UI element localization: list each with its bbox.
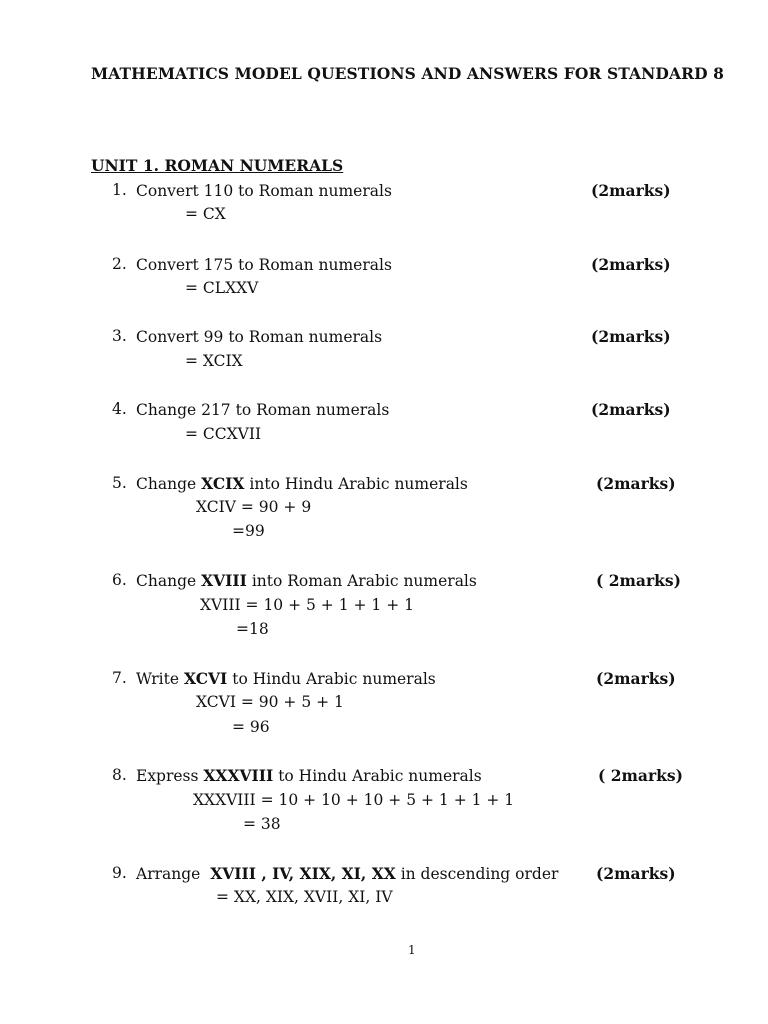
answer-result: = 96 (232, 718, 270, 736)
answer-line: = XCIX (185, 352, 243, 370)
question-number: 6. (112, 571, 127, 589)
document-title: MATHEMATICS MODEL QUESTIONS AND ANSWERS FOR STANDARD 8 (91, 64, 724, 83)
answer-line: XXXVIII = 10 + 10 + 10 + 5 + 1 + 1 + 1 (193, 791, 515, 809)
answer-line: = XX, XIX, XVII, XI, IV (216, 888, 393, 906)
question-number: 9. (112, 864, 127, 882)
question-number: 5. (112, 474, 127, 492)
marks-label: (2marks) (596, 669, 676, 688)
question-number: 8. (112, 766, 127, 784)
answer-result: =99 (232, 522, 265, 540)
question-text: Arrange XVIII , IV, XIX, XI, XX in descending order (136, 864, 559, 883)
answer-line: = CX (185, 205, 226, 223)
marks-label: (2marks) (591, 181, 671, 200)
question-number: 1. (112, 181, 127, 199)
question-text: Write XCVI to Hindu Arabic numerals (136, 669, 436, 688)
answer-line: = CLXXV (185, 279, 259, 297)
question-text: Express XXXVIII to Hindu Arabic numerals (136, 766, 482, 785)
marks-label: (2marks) (591, 327, 671, 346)
unit-heading: UNIT 1. ROMAN NUMERALS (91, 156, 344, 175)
marks-label: ( 2marks) (598, 766, 683, 785)
question-number: 4. (112, 400, 127, 418)
question-number: 2. (112, 255, 127, 273)
marks-label: (2marks) (591, 400, 671, 419)
question-text: Convert 175 to Roman numerals (136, 256, 392, 274)
question-text: Change 217 to Roman numerals (136, 401, 390, 419)
marks-label: (2marks) (591, 255, 671, 274)
marks-label: (2marks) (596, 474, 676, 493)
page-number: 1 (408, 943, 416, 957)
answer-line: = CCXVII (185, 425, 262, 443)
question-text: Convert 110 to Roman numerals (136, 182, 392, 200)
marks-label: ( 2marks) (596, 571, 681, 590)
answer-line: XCVI = 90 + 5 + 1 (196, 693, 344, 711)
answer-result: = 38 (243, 815, 281, 833)
question-text: Change XVIII into Roman Arabic numerals (136, 571, 477, 590)
marks-label: (2marks) (596, 864, 676, 883)
question-text: Change XCIX into Hindu Arabic numerals (136, 474, 468, 493)
question-number: 7. (112, 669, 127, 687)
question-text: Convert 99 to Roman numerals (136, 328, 383, 346)
answer-result: =18 (236, 620, 269, 638)
answer-line: XVIII = 10 + 5 + 1 + 1 + 1 (200, 596, 414, 614)
answer-line: XCIV = 90 + 9 (196, 498, 312, 516)
question-number: 3. (112, 327, 127, 345)
